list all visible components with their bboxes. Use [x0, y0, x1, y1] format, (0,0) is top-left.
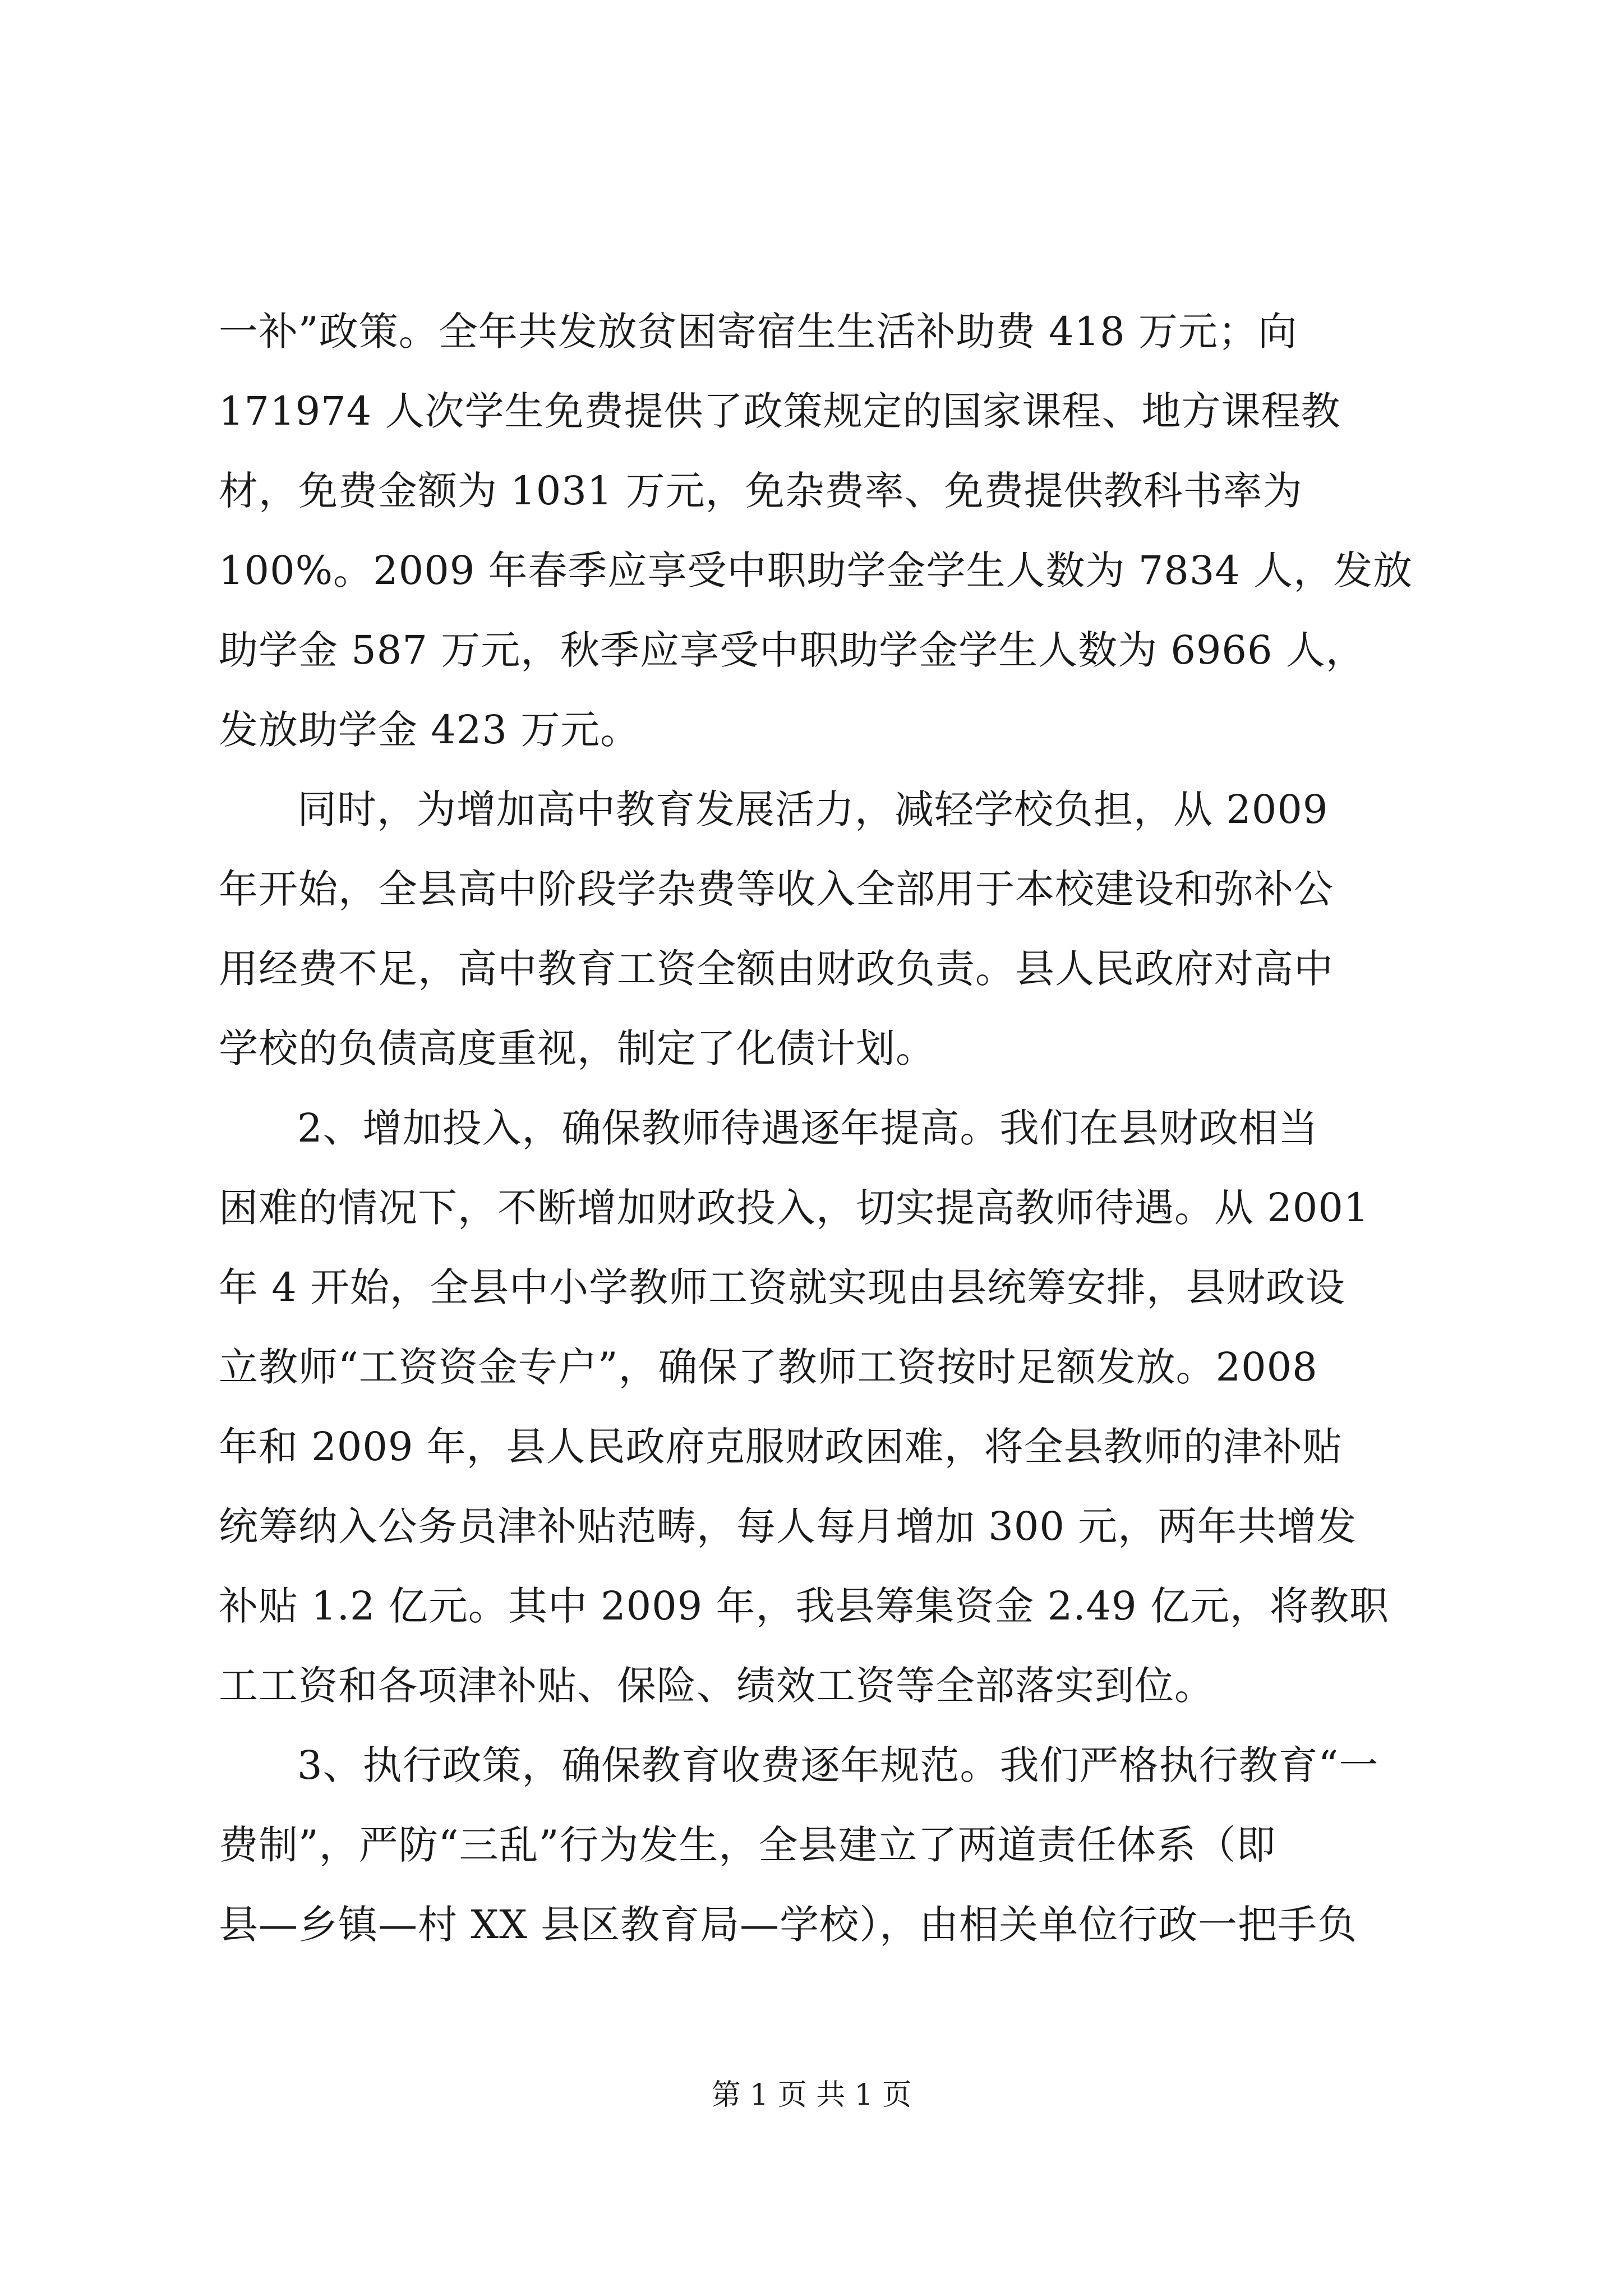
text-line: 材，免费金额为 1031 万元，免杂费率、免费提供教科书率为	[219, 468, 1303, 514]
text-line: 年 4 开始，全县中小学教师工资就实现由县统筹安排，县财政设	[219, 1264, 1346, 1310]
text-line: 发放助学金 423 万元。	[219, 707, 640, 753]
paragraph-start-line: 同时，为增加高中教育发展活力，减轻学校负担，从 2009	[297, 786, 1329, 832]
text-line: 立教师“工资资金专户”，确保了教师工资按时足额发放。2008	[219, 1344, 1318, 1390]
page-number-footer: 第 1 页 共 1 页	[711, 2078, 912, 2112]
text-line: 补贴 1.2 亿元。其中 2009 年，我县筹集资金 2.49 亿元，将教职	[219, 1583, 1389, 1629]
text-line: 年和 2009 年，县人民政府克服财政困难，将全县教师的津补贴	[219, 1424, 1343, 1470]
document-body	[219, 292, 1430, 1964]
paragraph-start-line: 2、增加投入，确保教师待遇逐年提高。我们在县财政相当	[297, 1105, 1318, 1151]
text-line: 困难的情况下，不断增加财政投入，切实提高教师待遇。从 2001	[219, 1185, 1370, 1231]
text-line: 县—乡镇—村 XX 县区教育局—学校），由相关单位行政一把手负	[219, 1902, 1358, 1948]
text-line: 100%。2009 年春季应享受中职助学金学生人数为 7834 人，发放	[219, 547, 1413, 593]
text-line: 费制”，严防“三乱”行为发生，全县建立了两道责任体系（即	[219, 1822, 1276, 1868]
text-line: 171974 人次学生免费提供了政策规定的国家课程、地方课程教	[219, 388, 1341, 434]
text-line: 用经费不足，高中教育工资全额由财政负责。县人民政府对高中	[219, 946, 1334, 992]
text-line: 工工资和各项津补贴、保险、绩效工资等全部落实到位。	[219, 1663, 1214, 1709]
text-line: 年开始，全县高中阶段学杂费等收入全部用于本校建设和弥补公	[219, 866, 1334, 912]
text-line: 学校的负债高度重视，制定了化债计划。	[219, 1025, 935, 1071]
text-line: 一补”政策。全年共发放贫困寄宿生生活补助费 418 万元；向	[219, 309, 1298, 355]
text-line: 统筹纳入公务员津补贴范畴，每人每月增加 300 元，两年共增发	[219, 1503, 1357, 1549]
paragraph-start-line: 3、执行政策，确保教育收费逐年规范。我们严格执行教育“一	[297, 1742, 1379, 1788]
text-line: 助学金 587 万元，秋季应享受中职助学金学生人数为 6966 人，	[219, 627, 1366, 673]
